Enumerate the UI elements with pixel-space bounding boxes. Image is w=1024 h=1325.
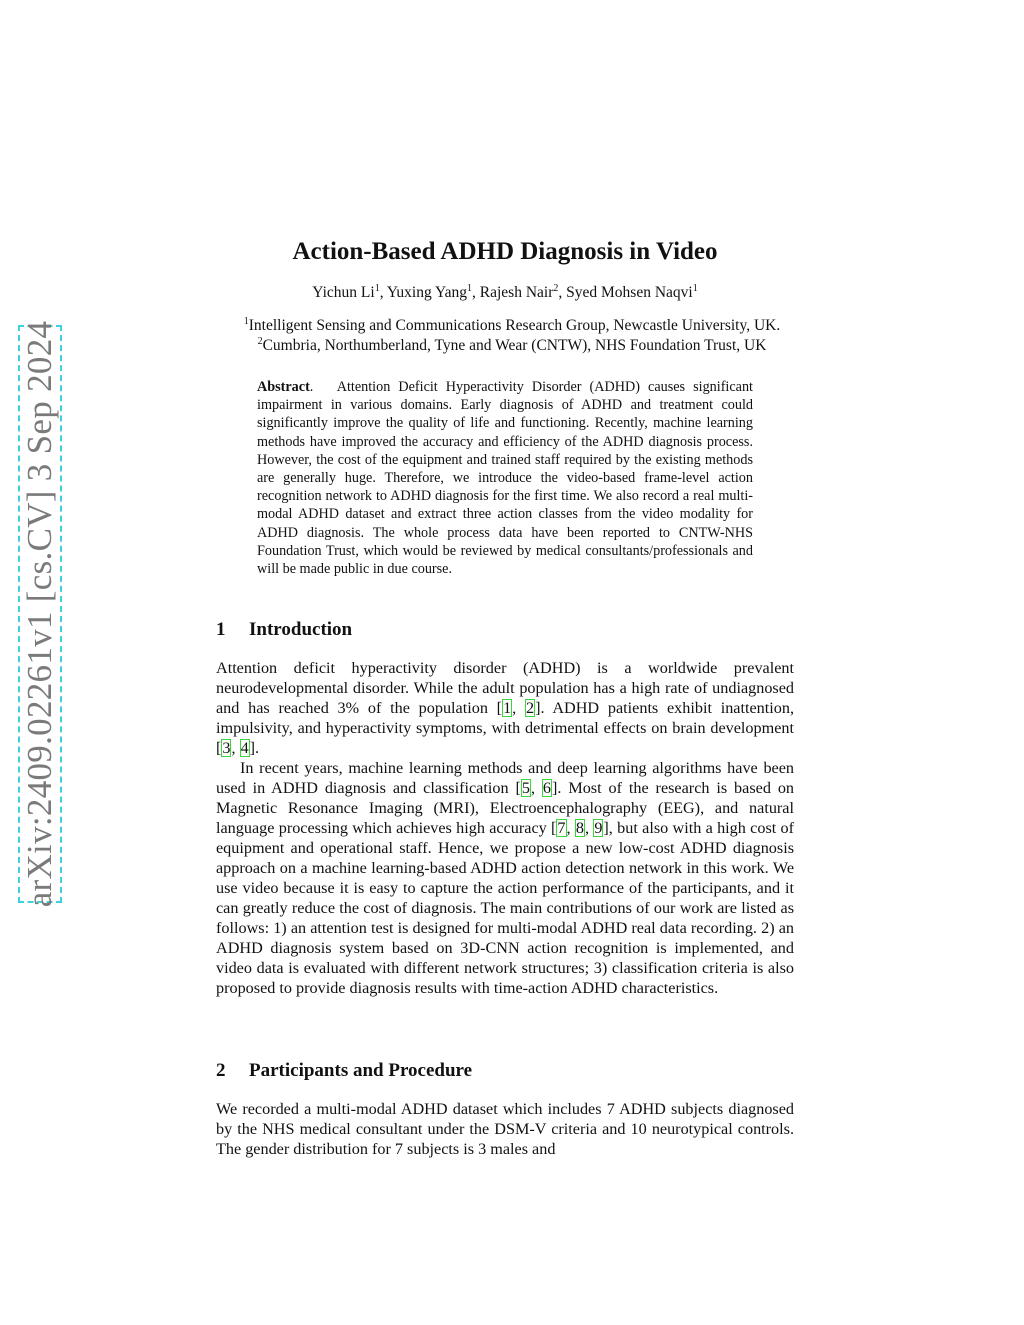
citation-link[interactable]: 3	[222, 739, 231, 757]
citation-link[interactable]: 2	[525, 699, 535, 717]
introduction-paragraph: Attention deficit hyperactivity disorder (ADHD) is a worldwide prevalent neurodevelopmental disorder. While the adult population has a high rate of undiagnosed and has reached 3% of the population [1, 2]. ADHD patients exhibit inattention, impulsivity, and hyperactivity symptoms, with detrimental effects on brain development [3, 4].	[216, 659, 794, 757]
author-name: Yichun Li	[312, 284, 375, 301]
author-name: Yuxing Yang	[386, 284, 468, 301]
section-heading-participants: 2 Participants and Procedure	[216, 1060, 473, 1081]
citation-link[interactable]: 7	[557, 819, 566, 837]
citation-link[interactable]: 6	[542, 779, 551, 797]
citation-link[interactable]: 1	[503, 699, 512, 717]
abstract-label: Abstract	[257, 379, 310, 395]
author-affiliation-mark: 1	[467, 283, 473, 294]
author-affiliation-mark: 1	[374, 283, 380, 294]
author-name: Rajesh Nair	[479, 284, 554, 301]
paper-title: Action-Based ADHD Diagnosis in Video	[292, 238, 718, 265]
arxiv-identifier-stamp[interactable]	[18, 320, 62, 908]
affiliation-list	[0, 316, 1024, 356]
section-heading-introduction: 1 Introduction	[216, 619, 353, 640]
author-affiliation-mark: 1	[692, 283, 698, 294]
citation-link[interactable]: 5	[521, 779, 530, 797]
author-name: Syed Mohsen Naqvi	[566, 284, 693, 301]
participants-paragraph: We recorded a multi-modal ADHD dataset which includes 7 ADHD subjects diagnosed by the NHS medical consultant under the DSM-V criteria and 10 neurotypical controls. The gender distribution for 7 subjects is 3 males and	[216, 1100, 794, 1158]
affiliation-line: $^1$Intelligent Sensing and Communications Research Group, Newcastle University, UK.	[243, 316, 781, 334]
affiliation-line: $^2$Cumbria, Northumberland, Tyne and Wear (CNTW), NHS Foundation Trust, UK	[257, 336, 767, 354]
arxiv-identifier-text: arXiv:2409.02261v1 [cs.CV] 3 Sep 2024	[20, 320, 59, 908]
abstract: Abstract. Attention Deficit Hyperactivity Disorder (ADHD) causes significant impairment in various domains. Early diagnosis of ADHD and treatment could significantly improve the quality of life and functioning. Recently, machine learning methods have improved the accuracy and efficiency of the ADHD diagnosis process. However, the cost of the equipment and trained staff required by the existing methods are generally huge. Therefore, we introduce the video-based frame-level action recognition network to ADHD diagnosis for the first time. We also record a real multi-modal ADHD dataset and extract three action classes from the video modality for ADHD diagnosis. The whole process data have been reported to CNTW-NHS Foundation Trust, which would be reviewed by medical consultants/professionals and will be made public in due course.	[257, 379, 753, 578]
citation-link[interactable]: 4	[240, 739, 249, 757]
author-list: Yichun Li$^1$, Yuxing Yang$^1$, Rajesh Nair$^2$, Syed Mohsen Naqvi$^1$	[312, 283, 698, 301]
abstract-text: Attention Deficit Hyperactivity Disorder (ADHD) causes significant impairment in various domains. Early diagnosis of ADHD and treatment could significantly improve the quality of life and functioning. Recently, machine learning methods have improved the accuracy and efficiency of the ADHD diagnosis process. However, the cost of the equipment and trained staff required by the existing methods are generally huge. Therefore, we introduce the video-based frame-level action recognition network to ADHD diagnosis for the first time. We also record a real multi-modal ADHD dataset and extract three action classes from the video modality for ADHD diagnosis. The whole process data have been reported to CNTW-NHS Foundation Trust, which would be reviewed by medical consultants/professionals and will be made public in due course.	[257, 379, 753, 578]
citation-link[interactable]: 8	[575, 819, 584, 837]
introduction-paragraph: In recent years, machine learning methods and deep learning algorithms have been used in ADHD diagnosis and classification [5, 6]. Most of the research is based on Magnetic Resonance Imaging (MRI), Electroencephalography (EEG), and natural language processing which achieves high accuracy [7, 8, 9], but also with a high cost of equipment and operational staff. Hence, we propose a new low-cost ADHD diagnosis approach on a machine learning-based ADHD action detection network in this work. We use video because it is easy to capture the action performance of the participants, and it can greatly reduce the cost of diagnosis. The main contributions of our work are listed as follows: 1) an attention test is designed for multi-modal ADHD real data recording. 2) an ADHD diagnosis system based on 3D-CNN action recognition is implemented, and video data is evaluated with different network structures; 3) classification criteria is also proposed to provide diagnosis results with time-action ADHD characteristics.	[216, 759, 795, 997]
citation-link[interactable]: 9	[594, 819, 603, 837]
author-affiliation-mark: 2	[553, 283, 559, 294]
